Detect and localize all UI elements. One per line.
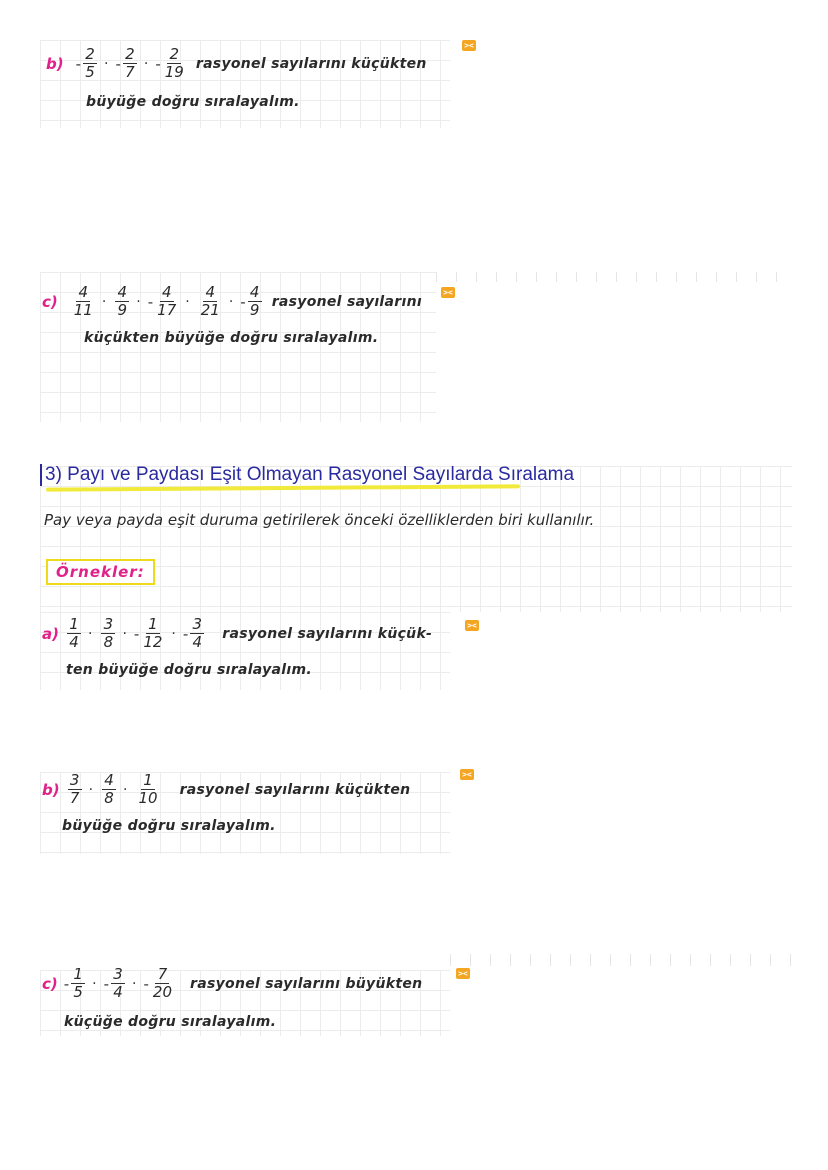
separator-dot: · (101, 293, 107, 310)
separator-dot: · (87, 625, 93, 642)
examples-label: Örnekler: (46, 559, 155, 585)
fraction: $\frac{4}{21}$ (200, 283, 220, 319)
separator-dot: · (185, 293, 190, 310)
section-paragraph: Pay veya payda eşit duruma getirilerek önceki özelliklerden biri kullanılır. (44, 511, 595, 529)
separator-dot: · (104, 55, 109, 72)
separator-dot: · (143, 55, 149, 72)
section-heading-wrap (40, 464, 574, 486)
separator-dot: · (228, 293, 234, 310)
section-heading: 3) Payı ve Paydası Eşit Olmayan Rasyonel Sayılarda Sıralama (40, 464, 574, 486)
fraction: $\frac{4}{11}$ (73, 283, 93, 319)
problem-text: rasyonel sayılarını (271, 293, 422, 310)
grid-fade-2 (436, 272, 788, 282)
collapse-toggle-icon[interactable]: >< (460, 769, 474, 780)
problem-text-line2: büyüğe doğru sıralayalım. (86, 94, 300, 110)
separator-dot: · (88, 781, 94, 798)
problem-text-line2: ten büyüğe doğru sıralayalım. (66, 662, 312, 678)
problem-label: c) (42, 974, 58, 993)
fraction: - $\frac{4}{17}$ (147, 283, 177, 319)
separator-dot: · (122, 625, 127, 642)
problem-text-line2: küçükten büyüğe doğru sıralayalım. (84, 330, 379, 346)
fraction: - $\frac{4}{9}$ (240, 284, 261, 319)
fraction: - $\frac{1}{12}$ (133, 615, 163, 651)
problem-text: rasyonel sayılarını küçükten (195, 55, 427, 72)
separator-dot: · (132, 975, 137, 992)
fraction: $\frac{3}{8}$ (99, 616, 115, 651)
fraction: $\frac{4}{9}$ (113, 284, 129, 319)
separator-dot: · (123, 781, 128, 798)
problem-text: rasyonel sayılarını küçük- (222, 625, 433, 642)
separator-dot: · (136, 293, 141, 310)
collapse-toggle-icon[interactable]: >< (456, 968, 470, 979)
problem-text: rasyonel sayılarını küçükten (179, 781, 411, 798)
fraction: $\frac{4}{8}$ (100, 772, 116, 807)
problem-label: a) (42, 624, 59, 643)
separator-dot: · (171, 625, 176, 642)
fraction: - $\frac{2}{7}$ (115, 46, 136, 81)
fraction: $\frac{1}{10}$ (138, 771, 158, 807)
grid-fade-6 (450, 954, 792, 966)
fraction: - $\frac{2}{19}$ (155, 45, 184, 81)
fraction: - $\frac{2}{5}$ (76, 46, 97, 81)
problem-text: rasyonel sayılarını büyükten (190, 975, 423, 992)
separator-dot: · (92, 975, 97, 992)
collapse-toggle-icon[interactable]: >< (441, 287, 455, 298)
problem-text-line2: büyüğe doğru sıralayalım. (62, 818, 276, 834)
collapse-toggle-icon[interactable]: >< (462, 40, 476, 51)
problem-label: b) (42, 780, 60, 799)
fraction: - $\frac{7}{20}$ (143, 965, 173, 1001)
fraction: $\frac{1}{4}$ (65, 616, 81, 651)
collapse-toggle-icon[interactable]: >< (465, 620, 479, 631)
problem-label: b) (46, 54, 64, 73)
fraction: - $\frac{3}{4}$ (183, 616, 204, 651)
fraction: $\frac{3}{7}$ (66, 772, 82, 807)
fraction: - $\frac{3}{4}$ (104, 966, 125, 1001)
problem-label: c) (42, 292, 58, 311)
fraction: - $\frac{1}{5}$ (64, 966, 85, 1001)
problem-text-line2: küçüğe doğru sıralayalım. (64, 1014, 277, 1030)
